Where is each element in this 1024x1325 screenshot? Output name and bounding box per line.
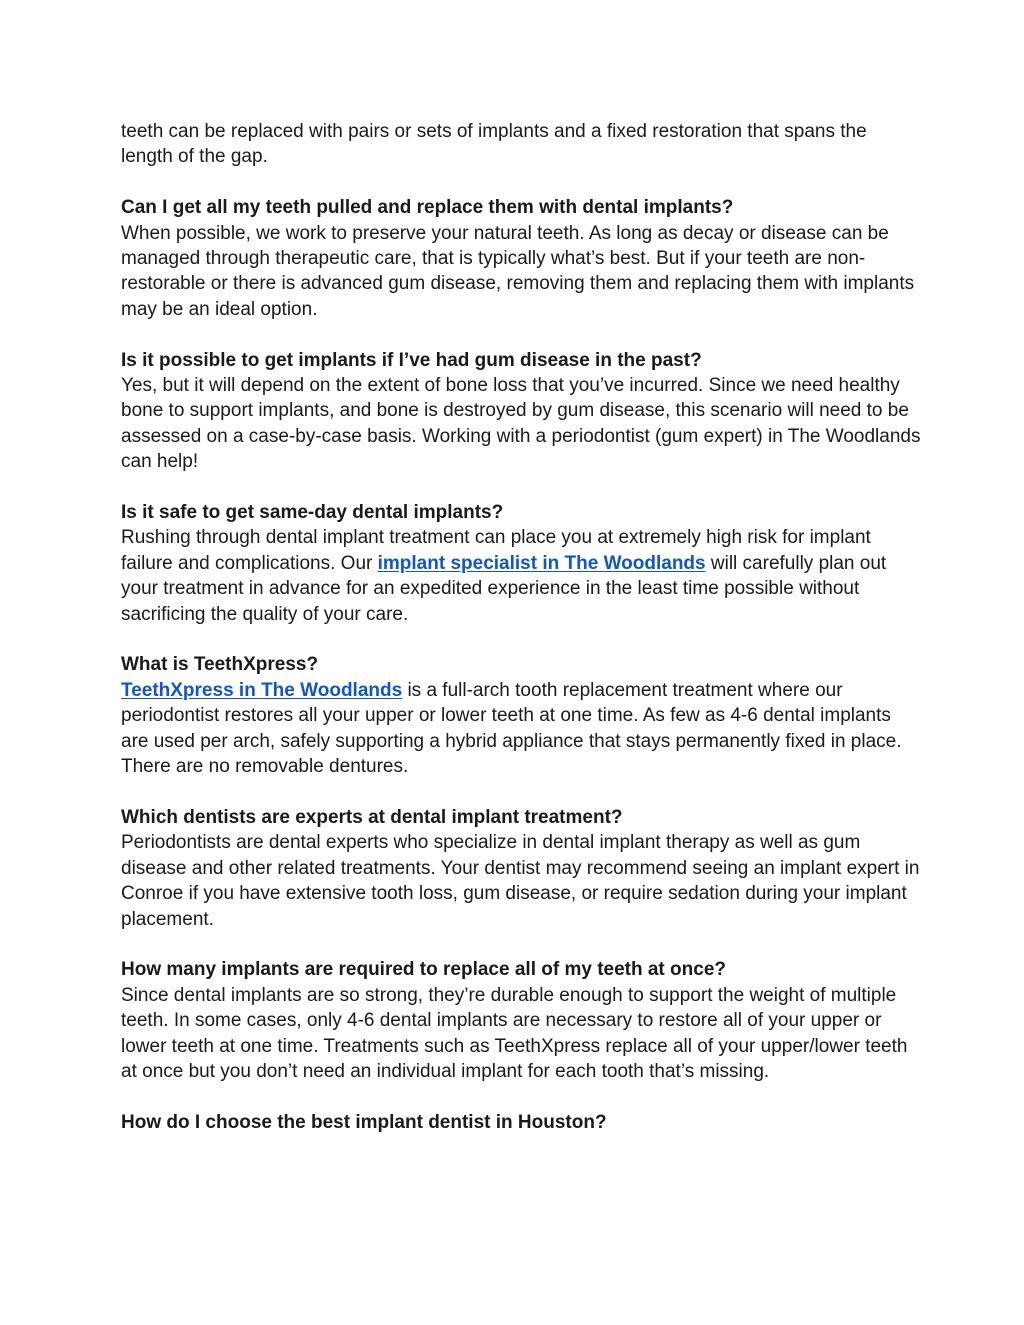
faq-question-3: Is it safe to get same-day dental implants? [121,502,504,524]
faq-question-6: How many implants are required to replace all of my teeth at once? [121,959,726,981]
faq-item-5 [121,805,921,932]
faq-answer-3 [121,525,921,627]
faq-answer-3-after: will carefully plan out your treatment in advance for an expedited experience in the least time possible without sacrificing the quality of your care. [121,552,887,625]
faq-answer-6: Since dental implants are so strong, they’re durable enough to support the weight of multiple teeth. In some cases, only 4-6 dental implants are necessary to restore all of your upper or lower teeth at one time. Treatments such as TeethXpress replace all of your upper/lower teeth at once but you don’t need an individual implant for each tooth that’s missing. [121,984,908,1082]
faq-answer-4 [121,678,921,780]
faq-question-1: Can I get all my teeth pulled and replace them with dental implants? [121,197,734,219]
faq-question-4: What is TeethXpress? [121,654,319,676]
faq-item-4 [121,652,921,779]
intro-text: teeth can be replaced with pairs or sets of implants and a fixed restoration that spans the length of the gap. [121,121,867,168]
faq-answer-3-before: Rushing through dental implant treatment can place you at extremely high risk for implant failure and complications. Our [121,527,871,574]
implant-specialist-link[interactable]: implant specialist in The Woodlands [377,552,706,574]
faq-answer-5: Periodontists are dental experts who specialize in dental implant therapy as well as gum disease and other related treatments. Your dentist may recommend seeing an implant expert in Conroe if you have extensive tooth loss, gum disease, or require sedation during your implant placement. [121,832,920,930]
teethxpress-link[interactable]: TeethXpress in The Woodlands [121,679,403,701]
document-page [121,119,921,1161]
faq-answer-2: Yes, but it will depend on the extent of bone loss that you’ve incurred. Since we need healthy bone to support implants, and bone is destroyed by gum disease, this scenario will need to be assessed on a case-by-case basis. Working with a periodontist (gum expert) in The Woodlands can help! [121,375,921,473]
intro-paragraph [121,119,921,170]
faq-item-7 [121,1110,921,1135]
faq-answer-4-after: is a full-arch tooth replacement treatment where our periodontist restores all your upper or lower teeth at one time. As few as 4-6 dental implants are used per arch, safely supporting a hybrid appliance that stays permanently fixed in place. There are no removable dentures. [121,679,902,778]
faq-question-5: Which dentists are experts at dental implant treatment? [121,806,623,828]
faq-item-2 [121,348,921,475]
faq-answer-1: When possible, we work to preserve your natural teeth. As long as decay or disease can be managed through therapeutic care, that is typically what’s best. But if your teeth are non-restorable or there is advanced gum disease, removing them and replacing them with implants may be an ideal option. [121,222,915,320]
faq-item-1 [121,195,921,322]
faq-item-3 [121,500,921,627]
faq-question-7: How do I choose the best implant dentist in Houston? [121,1111,607,1133]
faq-question-2: Is it possible to get implants if I’ve had gum disease in the past? [121,349,702,371]
faq-item-6 [121,957,921,1084]
